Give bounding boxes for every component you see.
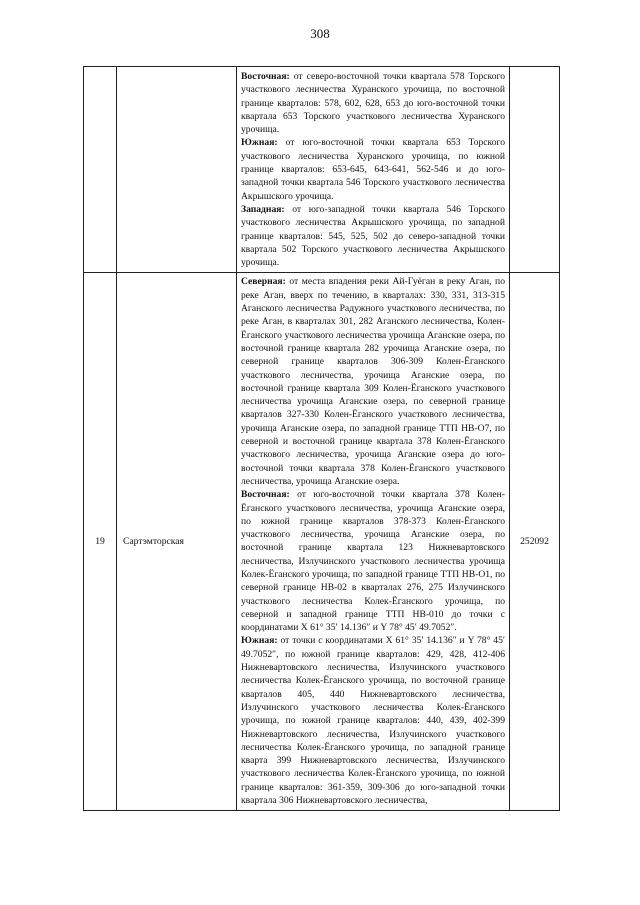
row-name [117,67,237,273]
boundary-text: от юго-восточной точки квартала 653 Торского участкового лесничества Хуранского урочища, по южной границе кварталов: 653-645, 643-641, 562-546 и до юго-западной точки квартала 546 Торского участкового лесничества Акрышского урочища. [241,137,505,202]
row-name: Сартэмторская [117,273,237,811]
boundary-text: от точки с координатами X 61° 35′ 14.136″ и Y 78° 45′ 49.7052″, по южной границе кварталов: 429, 428, 412-406 Нижневартовского лесничества, Излучинского участкового лесничества Колек-Ёганского урочища, по восточной границе кварталов 405, 440 Нижневартовского лесничества, Излучинского участкового лесничества Колек-Ёганского урочища, по южной границе кварталов: 440, 439, 402-399 Нижневартовского лесничества, Излучинского участкового лесничества Колек-Ёганского урочища, по западной границе кварта 399 Нижневартовского лесничества, Излучинского участкового лесничества Колек-Ёганского урочища, по южной границе кварталов: 361-359, 309-306 до юго-западной точки квартала 306 Нижневартовского лесничества, [241,635,505,807]
row-area [510,67,560,273]
boundary-label: Южная: [241,137,278,149]
boundary-label: Южная: [241,635,278,647]
row-number [84,67,117,273]
row-description [237,273,510,811]
boundary-paragraph [241,136,505,202]
row-number: 19 [84,273,117,811]
row-description [237,67,510,273]
boundary-text: от места впадения реки Ай-Гуёган в реку Аган, по реке Аган, вверх по течению, в кварталах: 330, 331, 313-315 Аганского лесничества Радужного участкового лесничества, по реке Аган, в кварталах 301, 282 Аганского лесничества, Колен-Ёганского участкового лесничества урочища Аганские озера, по восточной границе квартала 282 урочища Аганские озера, по северной границе кварталов 306-309 Колен-Ёганского участкового лесничества, урочища Аганские озера, по восточной границе квартала 309 Колен-Ёганского участкового лесничества урочища Аганские озера, по северной границе кварталов 327-330 Колен-Ёганского участкового лесничества, урочища Аганские озера, по западной границе ТТП НВ-О7, по северной и восточной границе квартала 378 Колен-Ёганского участкового лесничества, урочища Аганские озера до юго-восточной точки квартала 378 Колен-Ёганского участкового лесничества, урочища Аганские озера. [241,276,505,487]
boundary-text: от юго-восточной точки квартала 378 Колен-Ёганского участкового лесничества, урочища Аганские озера, по южной границе кварталов 378-373 Колен-Ёганского участкового лесничества, урочища Аганские озера, по восточной границе квартала 123 Нижневартовского лесничества, Излучинского участкового лесничества урочища Колек-Ёганского урочища, по западной границе ТТП НВ-О1, по северной границе НВ-02 в кварталах 276, 275 Излучинского участкового лесничества Колек-Ёганского урочища, по северной и западной границе ТТП НВ-010 до точки с координатами X 61° 35′ 14.136″ и Y 78° 45′ 49.7052″. [241,489,505,634]
boundary-table [83,66,560,811]
boundary-paragraph [241,275,505,488]
table-row [84,273,560,811]
table-row [84,67,560,273]
boundary-paragraph [241,488,505,634]
boundary-paragraph [241,634,505,807]
boundary-text: от северо-восточной точки квартала 578 Торского участкового лесничества Хуранского урочища, по восточной границе кварталов: 578, 602, 628, 653 до юго-восточной точки квартала 653 Торского участкового лесничества Хуранского урочища. [241,71,505,136]
boundary-paragraph [241,203,505,269]
page-number: 308 [310,26,330,41]
boundary-label: Западная: [241,203,285,215]
row-area: 252092 [510,273,560,811]
boundary-label: Восточная: [241,489,290,501]
boundary-paragraph [241,70,505,136]
boundary-label: Северная: [241,276,286,288]
boundary-text: от юго-западной точки квартала 546 Торского участкового лесничества Акрышского урочища, по западной границе кварталов: 545, 525, 502 до северо-западной точки квартала 502 Торского участкового лесничества Акрышского урочища. [241,203,505,269]
boundary-label: Восточная: [241,71,290,82]
